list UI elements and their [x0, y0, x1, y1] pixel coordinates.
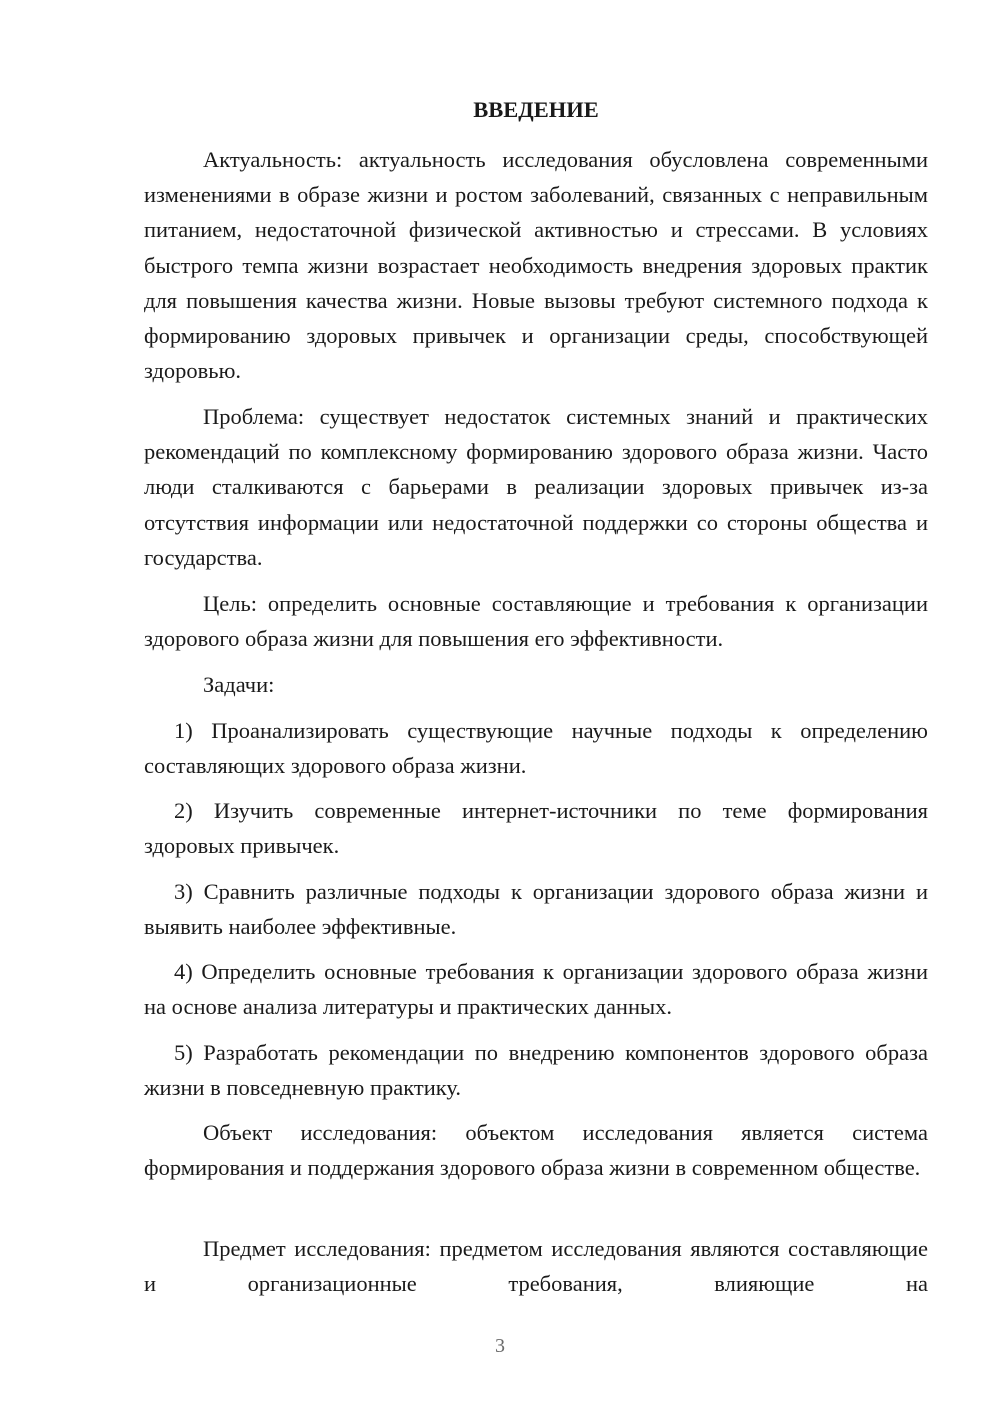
task-item-4: 4) Определить основные требования к организации здорового образа жизни на основе анализа литературы и практических данных. — [144, 959, 928, 1020]
paragraph-goal: Цель: определить основные составляющие и требования к организации здорового образа жизни для повышения его эффективности. — [144, 591, 928, 652]
task-list-item — [144, 713, 928, 783]
body-text-subject — [144, 1231, 928, 1301]
paragraph-object: Объект исследования: объектом исследования является система формирования и поддержания здорового образа жизни в современном обществе. — [144, 1120, 928, 1181]
body-text-tasks-heading — [144, 667, 928, 702]
task-list-item — [144, 1035, 928, 1105]
body-text-goal — [144, 586, 928, 656]
page-title: ВВЕДЕНИЕ — [473, 97, 599, 122]
paragraph-subject: Предмет исследования: предметом исследования являются составляющие и организационные требования, влияющие на — [144, 1236, 928, 1297]
paragraph-problem: Проблема: существует недостаток системных знаний и практических рекомендаций по комплексному формированию здорового образа жизни. Часто люди сталкиваются с барьерами в реализации здоровых привычек из-за отсутствия информации или недостаточной поддержки со стороны общества и государства. — [144, 404, 928, 570]
task-item-1: 1) Проанализировать существующие научные подходы к определению составляющих здорового образа жизни. — [144, 718, 928, 779]
task-list-item — [144, 793, 928, 863]
page-number: 3 — [495, 1335, 505, 1357]
task-list-item — [144, 954, 928, 1024]
task-item-2: 2) Изучить современные интернет-источники по теме формирования здоровых привычек. — [144, 798, 928, 859]
body-text-object — [144, 1115, 928, 1185]
task-item-3: 3) Сравнить различные подходы к организации здорового образа жизни и выявить наиболее эффективные. — [144, 879, 928, 940]
paragraph-actuality: Актуальность: актуальность исследования обусловлена современными изменениями в образе жизни и ростом заболеваний, связанных с неправильным питанием, недостаточной физической активностью и стрессами. В условиях быстрого темпа жизни возрастает необходимость внедрения здоровых практик для повышения качества жизни. Новые вызовы требуют системного подхода к формированию здоровых привычек и организации среды, способствующей здоровью. — [144, 147, 928, 384]
task-item-5: 5) Разработать рекомендации по внедрению компонентов здорового образа жизни в повседневную практику. — [144, 1040, 928, 1101]
paragraph-tasks-heading: Задачи: — [203, 672, 275, 697]
body-text-problem — [144, 399, 928, 575]
task-list-item — [144, 874, 928, 944]
body-text — [144, 142, 928, 388]
